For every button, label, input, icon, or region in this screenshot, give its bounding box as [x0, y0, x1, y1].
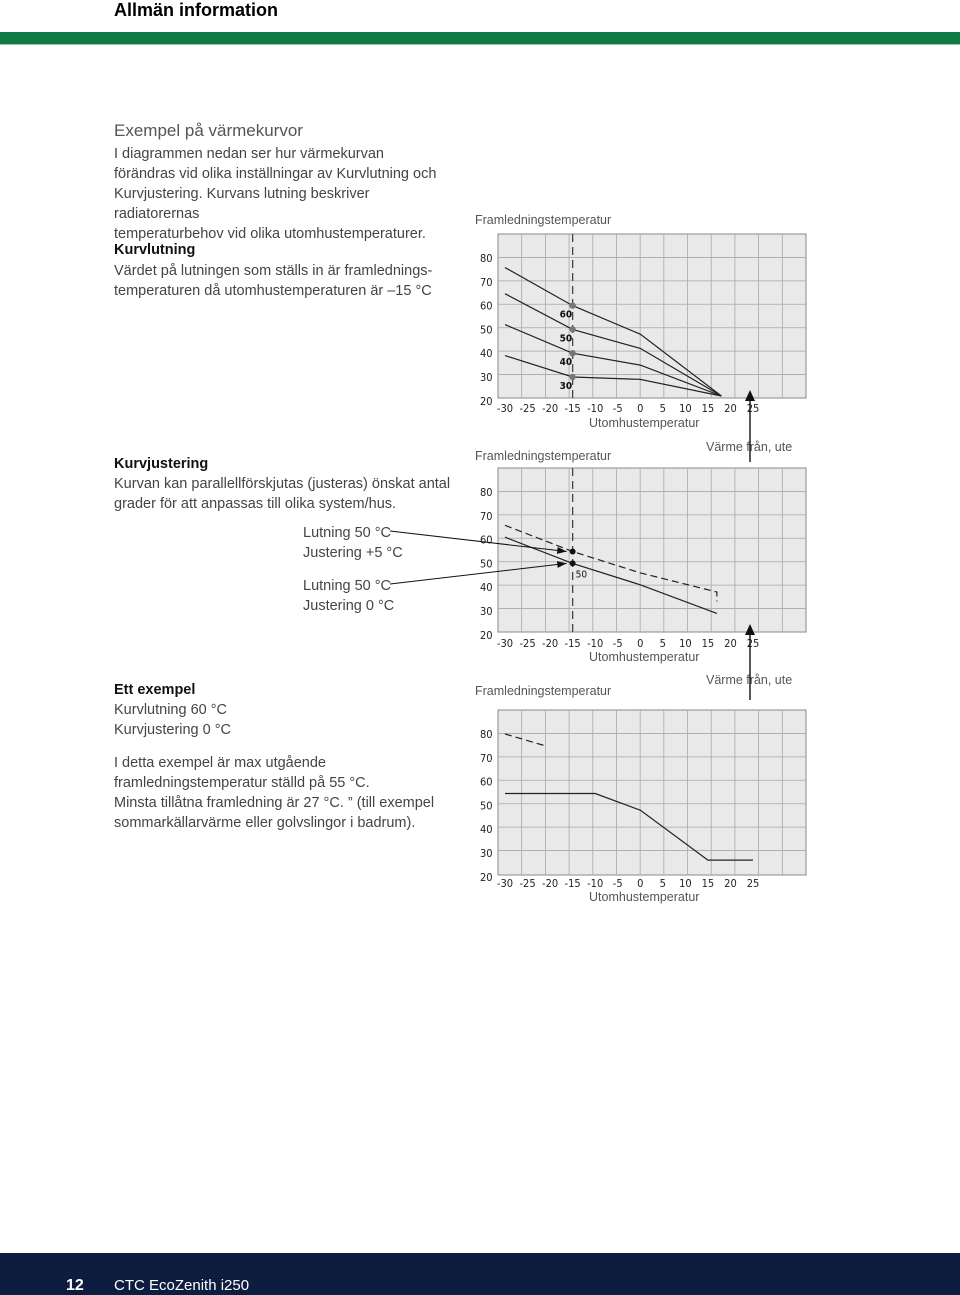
section-heading-exempel: Exempel på värmekurvor [114, 121, 303, 140]
chart-x-tick-label: 10 [679, 402, 692, 415]
chart-y-tick-label: 80 [480, 252, 493, 265]
chart-x-tick-label: -20 [542, 637, 559, 650]
page-number: 12 [66, 1277, 84, 1294]
chart-x-tick-label: 0 [637, 877, 644, 890]
chart-x-tick-label: 15 [701, 402, 715, 415]
chart-x-tick-label: 0 [637, 402, 644, 415]
chart-x-tick-label: -5 [612, 402, 623, 415]
kurvlutning-heading: Kurvlutning [114, 242, 196, 258]
chart-x-tick-label: -15 [564, 877, 581, 890]
chart-x-tick-label: -25 [519, 402, 536, 415]
callout-line: Lutning 50 °C [303, 578, 392, 594]
chart-x-tick-label: 15 [701, 637, 715, 650]
callout-line: Justering +5 °C [303, 545, 403, 561]
chart-x-tick-label: 5 [659, 402, 666, 415]
chart-x-tick-label: 5 [659, 877, 666, 890]
kurvlutning-line: temperaturen då utomhustemperaturen är –15 °C [114, 283, 432, 299]
chart-plot-area [498, 234, 806, 398]
example-line: Minsta tillåtna framledning är 27 °C. ” (till exempel [114, 795, 435, 811]
chart-x-tick-label: -20 [542, 877, 559, 890]
callout-line: Justering 0 °C [303, 598, 395, 614]
chart2-annotation: Värme från, ute [706, 440, 793, 454]
example-setting: Kurvjustering 0 °C [114, 722, 232, 738]
chart-curve-label: 50 [575, 569, 588, 581]
kurvjustering-heading: Kurvjustering [114, 456, 209, 472]
chart-x-tick-label: -5 [612, 637, 623, 650]
intro-line: I diagrammen nedan ser hur värmekurvan [114, 146, 384, 162]
chart-y-tick-label: 40 [480, 823, 493, 837]
intro-line: Kurvjustering. Kurvans lutning beskriver radiatorernas [114, 186, 370, 222]
chart-point-marker [570, 560, 576, 566]
kurvlutning-line: Värdet på lutningen som ställs in är framlednings- [114, 263, 433, 279]
chart-y-tick-label: 30 [480, 605, 493, 618]
chart-y-tick-label: 60 [480, 533, 493, 547]
chart-y-tick-label: 70 [480, 751, 493, 765]
chart-point-marker [569, 326, 575, 332]
chart-y-tick-label: 60 [480, 775, 493, 789]
chart-x-tick-label: 10 [679, 637, 692, 650]
chart-y-tick-label: 30 [480, 371, 493, 384]
chart-y-tick-label: 30 [480, 847, 493, 860]
chart-point-marker [569, 350, 575, 356]
kurvjustering-line: Kurvan kan parallellförskjutas (justeras) önskat antal [114, 476, 451, 492]
chart-y-tick-label: 70 [480, 509, 493, 523]
chart-y-tick-label: 20 [480, 870, 493, 884]
chart-x-tick-label: -10 [587, 402, 604, 415]
chart-x-tick-label: 15 [701, 877, 715, 890]
chart-x-tick-label: -30 [496, 877, 514, 890]
chart3-annotation: Värme från, ute [706, 673, 793, 687]
chart-series-label: 30 [559, 381, 573, 392]
chart-plot-area [498, 468, 806, 632]
chart1-xlabel: Utomhustemperatur [589, 416, 700, 430]
chart2-ylabel: Framledningstemperatur [475, 449, 612, 463]
chart-y-tick-label: 40 [480, 581, 493, 595]
chart-x-tick-label: 20 [724, 877, 737, 890]
chart2-xlabel: Utomhustemperatur [589, 650, 700, 664]
chart-y-tick-label: 20 [480, 628, 493, 642]
chart-y-tick-label: 50 [480, 799, 493, 813]
chart-x-tick-label: 25 [746, 402, 760, 415]
chart-x-tick-label: 10 [679, 877, 692, 890]
example-setting: Kurvlutning 60 °C [114, 702, 227, 718]
chart-y-tick-label: 50 [480, 323, 493, 337]
chart-x-tick-label: 25 [746, 637, 760, 650]
chart-y-tick-label: 80 [480, 486, 493, 499]
kurvjustering-line: grader för att anpassas till olika system/hus. [114, 496, 397, 512]
chart-x-tick-label: -20 [542, 402, 559, 415]
chart-x-tick-label: -30 [496, 637, 514, 650]
chart-y-tick-label: 60 [480, 299, 493, 313]
chart-x-tick-label: -5 [612, 877, 623, 890]
chart-x-tick-label: -25 [519, 877, 536, 890]
chart-x-tick-label: -25 [519, 637, 536, 650]
chart-x-tick-label: -10 [587, 877, 604, 890]
chart-y-tick-label: 20 [480, 394, 493, 408]
intro-line: förändras vid olika inställningar av Kurvlutning och [114, 166, 437, 182]
example-line: framledningstemperatur ställd på 55 °C. [114, 775, 370, 791]
chart-series-label: 60 [559, 309, 573, 321]
chart-x-tick-label: -15 [564, 637, 581, 650]
chart3-xlabel: Utomhustemperatur [589, 890, 700, 904]
chart-x-tick-label: 20 [724, 637, 737, 650]
chart-x-tick-label: 20 [724, 402, 737, 415]
chart-point-marker [570, 549, 576, 555]
chart-x-tick-label: 0 [637, 637, 644, 650]
chart-y-tick-label: 80 [480, 728, 493, 741]
chart-x-tick-label: 25 [746, 877, 760, 890]
chart-x-tick-label: 5 [659, 637, 666, 650]
chart-x-tick-label: -30 [496, 402, 514, 415]
chart-point-marker [569, 374, 575, 380]
chart-y-tick-label: 50 [480, 557, 493, 571]
intro-line: temperaturbehov vid olika utomhustemperaturer. [114, 226, 426, 242]
chart1-ylabel: Framledningstemperatur [475, 213, 612, 227]
chart-series-label: 40 [559, 357, 573, 369]
callout-line: Lutning 50 °C [303, 525, 392, 541]
chart-x-tick-label: -15 [564, 402, 581, 415]
page-title: Allmän information [114, 0, 279, 20]
chart-y-tick-label: 70 [480, 275, 493, 289]
product-name: CTC EcoZenith i250 [114, 1277, 250, 1294]
example-heading: Ett exempel [114, 682, 196, 698]
chart-y-tick-label: 40 [480, 347, 493, 361]
chart-series-label: 50 [559, 333, 573, 345]
example-line: I detta exempel är max utgående [114, 755, 326, 771]
chart-x-tick-label: -10 [587, 637, 604, 650]
example-line: sommarkällarvärme eller golvslingor i badrum). [114, 815, 416, 831]
chart-point-marker [569, 302, 575, 308]
chart3-ylabel: Framledningstemperatur [475, 684, 612, 698]
